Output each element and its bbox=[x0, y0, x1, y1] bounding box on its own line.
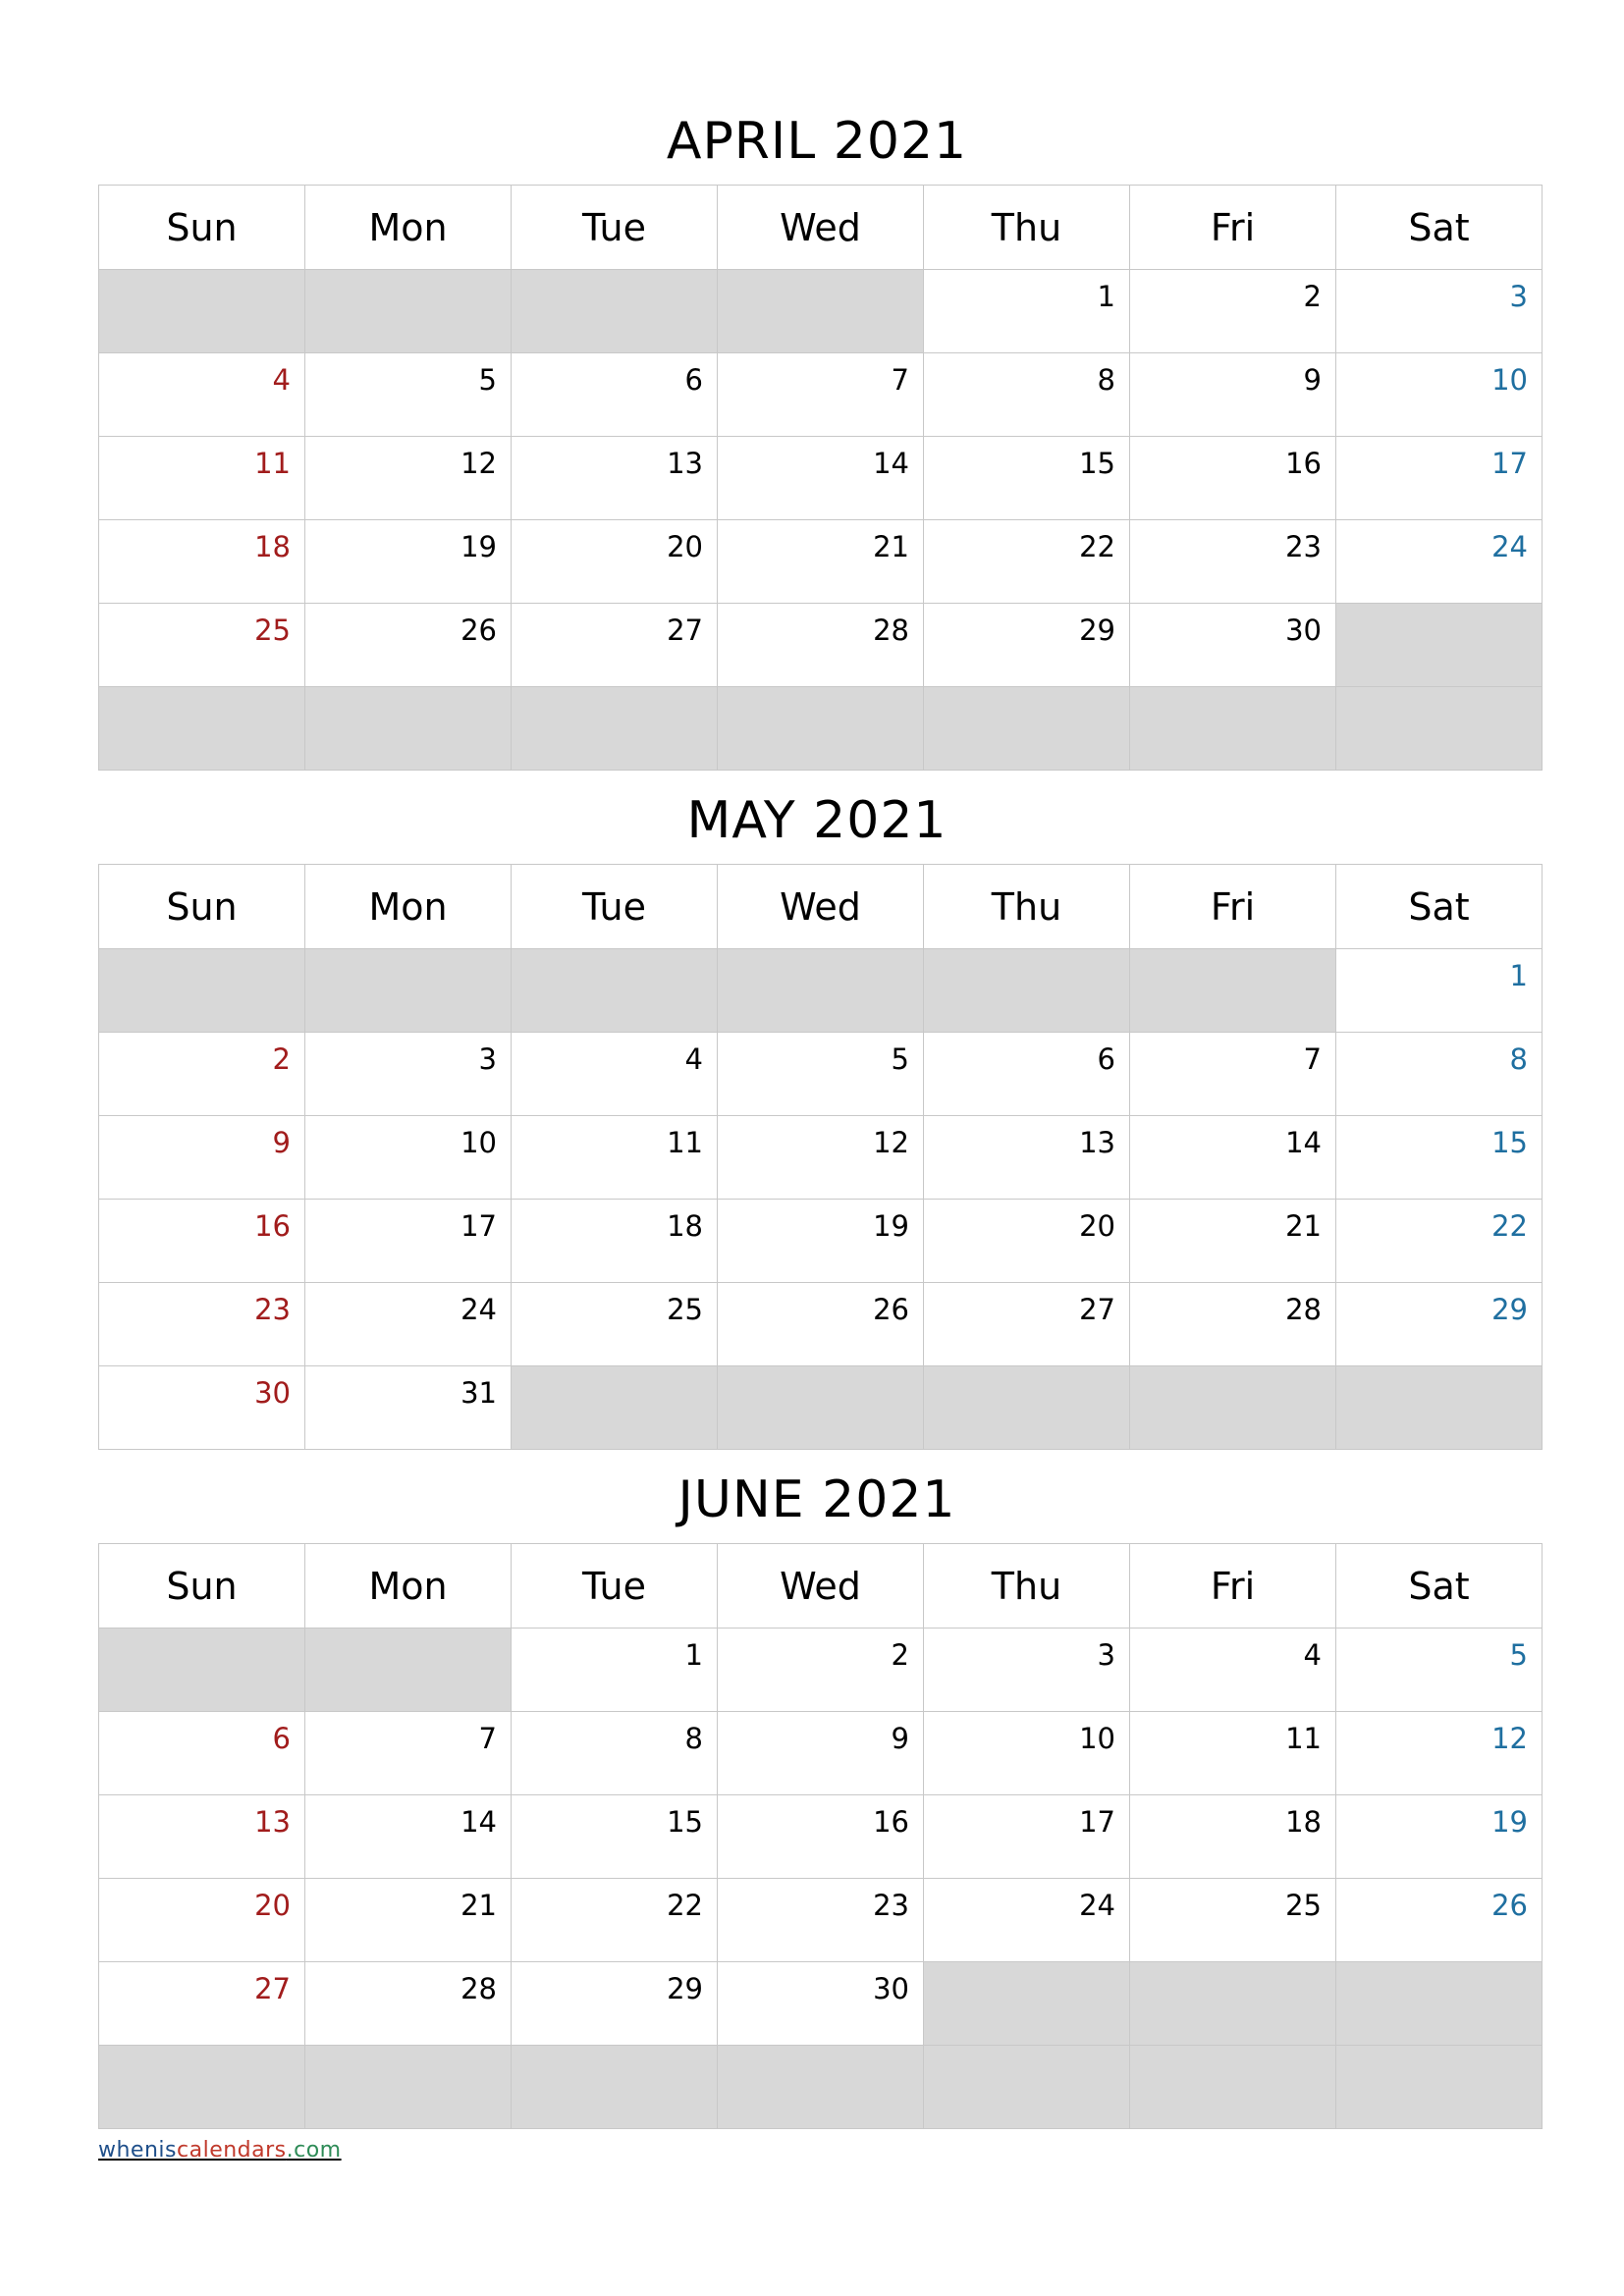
day-cell: 9 bbox=[1130, 353, 1336, 437]
empty-day-cell bbox=[924, 1962, 1130, 2046]
day-cell: 19 bbox=[718, 1200, 924, 1283]
day-cell: 23 bbox=[1130, 520, 1336, 604]
week-row bbox=[99, 687, 1543, 771]
day-cell: 19 bbox=[305, 520, 512, 604]
day-cell: 8 bbox=[512, 1712, 718, 1795]
empty-day-cell bbox=[99, 270, 305, 353]
day-cell: 4 bbox=[99, 353, 305, 437]
day-cell: 23 bbox=[99, 1283, 305, 1366]
week-row bbox=[99, 604, 1543, 687]
day-cell: 25 bbox=[512, 1283, 718, 1366]
day-cell: 12 bbox=[718, 1116, 924, 1200]
day-cell: 25 bbox=[1130, 1879, 1336, 1962]
empty-day-cell bbox=[305, 270, 512, 353]
day-cell: 1 bbox=[1336, 949, 1543, 1033]
week-row bbox=[99, 1366, 1543, 1450]
empty-day-cell bbox=[99, 949, 305, 1033]
day-cell: 25 bbox=[99, 604, 305, 687]
day-cell: 8 bbox=[1336, 1033, 1543, 1116]
day-cell: 8 bbox=[924, 353, 1130, 437]
day-cell: 13 bbox=[99, 1795, 305, 1879]
day-cell: 1 bbox=[512, 1629, 718, 1712]
week-row bbox=[99, 520, 1543, 604]
day-cell: 30 bbox=[1130, 604, 1336, 687]
empty-day-cell bbox=[305, 687, 512, 771]
day-cell: 24 bbox=[924, 1879, 1130, 1962]
day-cell: 9 bbox=[99, 1116, 305, 1200]
day-cell: 20 bbox=[99, 1879, 305, 1962]
day-cell: 27 bbox=[924, 1283, 1130, 1366]
empty-day-cell bbox=[1336, 1366, 1543, 1450]
week-row bbox=[99, 1712, 1543, 1795]
empty-day-cell bbox=[512, 2046, 718, 2129]
day-cell: 28 bbox=[305, 1962, 512, 2046]
day-cell: 18 bbox=[1130, 1795, 1336, 1879]
weekday-header: Thu bbox=[924, 186, 1130, 270]
day-cell: 24 bbox=[1336, 520, 1543, 604]
day-cell: 12 bbox=[305, 437, 512, 520]
day-cell: 17 bbox=[305, 1200, 512, 1283]
day-cell: 11 bbox=[99, 437, 305, 520]
weekday-header: Fri bbox=[1130, 186, 1336, 270]
day-cell: 21 bbox=[305, 1879, 512, 1962]
empty-day-cell bbox=[99, 1629, 305, 1712]
calendar-grid bbox=[98, 185, 1543, 771]
day-cell: 5 bbox=[305, 353, 512, 437]
weekday-header: Wed bbox=[718, 1544, 924, 1629]
day-cell: 12 bbox=[1336, 1712, 1543, 1795]
day-cell: 15 bbox=[1336, 1116, 1543, 1200]
empty-day-cell bbox=[1336, 2046, 1543, 2129]
empty-day-cell bbox=[305, 2046, 512, 2129]
day-cell: 11 bbox=[1130, 1712, 1336, 1795]
month-april bbox=[98, 98, 1536, 771]
day-cell: 4 bbox=[1130, 1629, 1336, 1712]
day-cell: 16 bbox=[1130, 437, 1336, 520]
weekday-header: Tue bbox=[512, 865, 718, 949]
empty-day-cell bbox=[1130, 949, 1336, 1033]
week-row bbox=[99, 353, 1543, 437]
empty-day-cell bbox=[924, 2046, 1130, 2129]
day-cell: 9 bbox=[718, 1712, 924, 1795]
day-cell: 6 bbox=[512, 353, 718, 437]
day-cell: 22 bbox=[924, 520, 1130, 604]
empty-day-cell bbox=[718, 270, 924, 353]
empty-day-cell bbox=[305, 949, 512, 1033]
day-cell: 18 bbox=[99, 520, 305, 604]
day-cell: 26 bbox=[718, 1283, 924, 1366]
day-cell: 10 bbox=[924, 1712, 1130, 1795]
empty-day-cell bbox=[1336, 687, 1543, 771]
week-row bbox=[99, 1795, 1543, 1879]
day-cell: 16 bbox=[718, 1795, 924, 1879]
week-row bbox=[99, 1962, 1543, 2046]
month-title: APRIL 2021 bbox=[666, 112, 968, 171]
day-cell: 28 bbox=[1130, 1283, 1336, 1366]
weekday-header: Fri bbox=[1130, 865, 1336, 949]
empty-day-cell bbox=[924, 687, 1130, 771]
day-cell: 26 bbox=[1336, 1879, 1543, 1962]
day-cell: 10 bbox=[1336, 353, 1543, 437]
day-cell: 30 bbox=[99, 1366, 305, 1450]
weekday-header: Thu bbox=[924, 865, 1130, 949]
week-row bbox=[99, 1033, 1543, 1116]
empty-day-cell bbox=[924, 1366, 1130, 1450]
day-cell: 31 bbox=[305, 1366, 512, 1450]
day-cell: 7 bbox=[305, 1712, 512, 1795]
footer-link-part: .com bbox=[286, 2138, 342, 2163]
weekday-header: Mon bbox=[305, 1544, 512, 1629]
month-may bbox=[98, 777, 1536, 1450]
month-title: JUNE 2021 bbox=[677, 1470, 956, 1529]
day-cell: 7 bbox=[718, 353, 924, 437]
weekday-header-row bbox=[99, 186, 1543, 270]
empty-day-cell bbox=[1130, 1366, 1336, 1450]
weekday-header: Sun bbox=[99, 865, 305, 949]
day-cell: 11 bbox=[512, 1116, 718, 1200]
day-cell: 29 bbox=[512, 1962, 718, 2046]
day-cell: 3 bbox=[305, 1033, 512, 1116]
day-cell: 28 bbox=[718, 604, 924, 687]
day-cell: 20 bbox=[924, 1200, 1130, 1283]
calendar-grid bbox=[98, 1543, 1543, 2129]
day-cell: 30 bbox=[718, 1962, 924, 2046]
weekday-header: Mon bbox=[305, 865, 512, 949]
day-cell: 5 bbox=[1336, 1629, 1543, 1712]
empty-day-cell bbox=[512, 1366, 718, 1450]
day-cell: 10 bbox=[305, 1116, 512, 1200]
day-cell: 14 bbox=[305, 1795, 512, 1879]
day-cell: 5 bbox=[718, 1033, 924, 1116]
weekday-header: Wed bbox=[718, 186, 924, 270]
day-cell: 17 bbox=[1336, 437, 1543, 520]
weekday-header: Sun bbox=[99, 186, 305, 270]
day-cell: 21 bbox=[718, 520, 924, 604]
week-row bbox=[99, 949, 1543, 1033]
day-cell: 24 bbox=[305, 1283, 512, 1366]
weekday-header: Fri bbox=[1130, 1544, 1336, 1629]
day-cell: 27 bbox=[512, 604, 718, 687]
empty-day-cell bbox=[718, 1366, 924, 1450]
empty-day-cell bbox=[924, 949, 1130, 1033]
week-row bbox=[99, 1200, 1543, 1283]
day-cell: 14 bbox=[718, 437, 924, 520]
weekday-header-row bbox=[99, 1544, 1543, 1629]
day-cell: 7 bbox=[1130, 1033, 1336, 1116]
week-row bbox=[99, 1283, 1543, 1366]
month-june bbox=[98, 1457, 1536, 2129]
empty-day-cell bbox=[512, 949, 718, 1033]
weekday-header: Sat bbox=[1336, 865, 1543, 949]
empty-day-cell bbox=[99, 687, 305, 771]
day-cell: 23 bbox=[718, 1879, 924, 1962]
day-cell: 21 bbox=[1130, 1200, 1336, 1283]
weekday-header: Tue bbox=[512, 186, 718, 270]
day-cell: 29 bbox=[1336, 1283, 1543, 1366]
footer-link-part: calendars bbox=[177, 2138, 287, 2163]
day-cell: 2 bbox=[718, 1629, 924, 1712]
empty-day-cell bbox=[99, 2046, 305, 2129]
day-cell: 18 bbox=[512, 1200, 718, 1283]
day-cell: 1 bbox=[924, 270, 1130, 353]
day-cell: 4 bbox=[512, 1033, 718, 1116]
weekday-header: Sun bbox=[99, 1544, 305, 1629]
day-cell: 17 bbox=[924, 1795, 1130, 1879]
week-row bbox=[99, 1116, 1543, 1200]
empty-day-cell bbox=[305, 1629, 512, 1712]
day-cell: 15 bbox=[512, 1795, 718, 1879]
day-cell: 15 bbox=[924, 437, 1130, 520]
day-cell: 2 bbox=[1130, 270, 1336, 353]
day-cell: 16 bbox=[99, 1200, 305, 1283]
day-cell: 13 bbox=[924, 1116, 1130, 1200]
weekday-header: Thu bbox=[924, 1544, 1130, 1629]
week-row bbox=[99, 2046, 1543, 2129]
weekday-header: Sat bbox=[1336, 1544, 1543, 1629]
week-row bbox=[99, 270, 1543, 353]
empty-day-cell bbox=[512, 687, 718, 771]
day-cell: 26 bbox=[305, 604, 512, 687]
empty-day-cell bbox=[1130, 1962, 1336, 2046]
weekday-header: Tue bbox=[512, 1544, 718, 1629]
week-row bbox=[99, 437, 1543, 520]
weekday-header: Sat bbox=[1336, 186, 1543, 270]
footer-link-part: whenis bbox=[98, 2138, 177, 2163]
week-row bbox=[99, 1629, 1543, 1712]
weekday-header-row bbox=[99, 865, 1543, 949]
day-cell: 6 bbox=[924, 1033, 1130, 1116]
month-title: MAY 2021 bbox=[686, 791, 947, 850]
day-cell: 22 bbox=[512, 1879, 718, 1962]
week-row bbox=[99, 1879, 1543, 1962]
empty-day-cell bbox=[512, 270, 718, 353]
empty-day-cell bbox=[718, 949, 924, 1033]
day-cell: 29 bbox=[924, 604, 1130, 687]
day-cell: 20 bbox=[512, 520, 718, 604]
day-cell: 3 bbox=[924, 1629, 1130, 1712]
empty-day-cell bbox=[718, 687, 924, 771]
weekday-header: Mon bbox=[305, 186, 512, 270]
day-cell: 22 bbox=[1336, 1200, 1543, 1283]
day-cell: 13 bbox=[512, 437, 718, 520]
empty-day-cell bbox=[1336, 604, 1543, 687]
day-cell: 6 bbox=[99, 1712, 305, 1795]
day-cell: 27 bbox=[99, 1962, 305, 2046]
empty-day-cell bbox=[1130, 2046, 1336, 2129]
day-cell: 14 bbox=[1130, 1116, 1336, 1200]
empty-day-cell bbox=[718, 2046, 924, 2129]
weekday-header: Wed bbox=[718, 865, 924, 949]
footer-link[interactable] bbox=[98, 2138, 342, 2163]
empty-day-cell bbox=[1336, 1962, 1543, 2046]
calendar-grid bbox=[98, 864, 1543, 1450]
day-cell: 2 bbox=[99, 1033, 305, 1116]
empty-day-cell bbox=[1130, 687, 1336, 771]
day-cell: 19 bbox=[1336, 1795, 1543, 1879]
day-cell: 3 bbox=[1336, 270, 1543, 353]
